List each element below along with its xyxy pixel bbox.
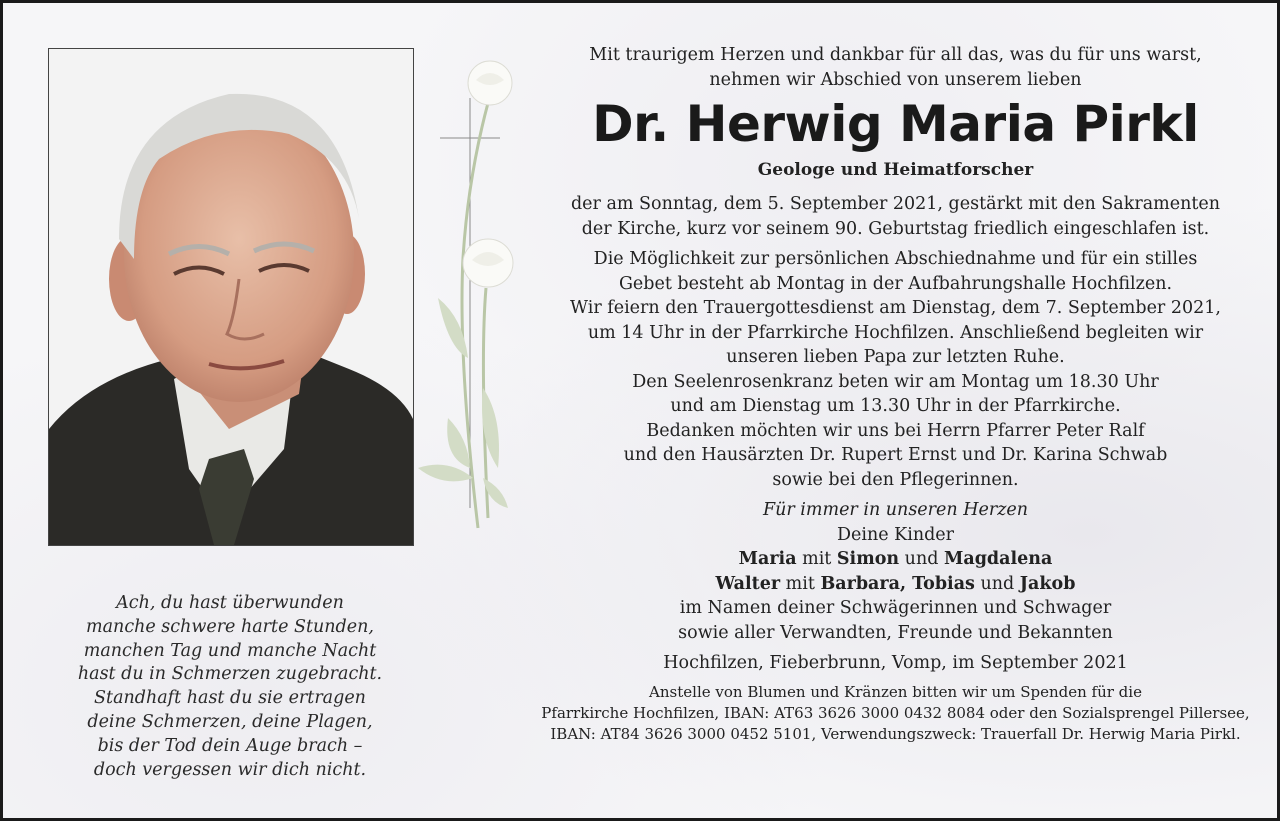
intro-line: Mit traurigem Herzen und dankbar für all das, was du für uns warst, — [589, 45, 1202, 65]
poem-line: bis der Tod dein Auge brach – — [97, 735, 363, 756]
relatives-line: sowie aller Verwandten, Freunde und Bekannten — [678, 622, 1113, 643]
portrait-photo — [48, 48, 414, 546]
poem-line: manchen Tag und manche Nacht — [83, 640, 377, 661]
poem-line: deine Schmerzen, deine Plagen, — [87, 711, 373, 732]
death-notice-line: der am Sonntag, dem 5. September 2021, gestärkt mit den Sakramenten — [570, 194, 1221, 214]
family-line-1 — [523, 547, 1268, 572]
family-connector: mit — [796, 549, 837, 569]
service-line: um 14 Uhr in der Pfarrkirche Hochfilzen. Anschließend begleiten wir — [587, 322, 1204, 343]
donation-line: Anstelle von Blumen und Kränzen bitten wir um Spenden für die — [649, 682, 1142, 701]
farewell-line: Die Möglichkeit zur persönlichen Abschiednahme und für ein stilles — [593, 249, 1198, 269]
rosary-line: und am Dienstag um 13.30 Uhr in der Pfarrkirche. — [670, 396, 1121, 416]
thanks-line: Bedanken möchten wir uns bei Herrn Pfarrer Peter Ralf — [646, 420, 1145, 441]
service-line: Wir feiern den Trauergottesdienst am Dienstag, dem 7. September 2021, — [570, 298, 1221, 318]
family-connector: und — [899, 549, 944, 569]
thanks-line: sowie bei den Pflegerinnen. — [772, 469, 1019, 490]
service-line: unseren lieben Papa zur letzten Ruhe. — [726, 347, 1065, 367]
family-name: Barbara, Tobias — [820, 573, 975, 594]
poem-line: Ach, du hast überwunden — [116, 593, 344, 613]
thanks-line: und den Hausärzten Dr. Rupert Ernst und Dr. Karina Schwab — [623, 445, 1168, 465]
family-line-2 — [523, 572, 1268, 597]
family-name: Jakob — [1019, 573, 1076, 594]
poem-line: Standhaft hast du sie ertragen — [94, 688, 366, 709]
family-name: Maria — [738, 549, 797, 569]
family-connector: mit — [780, 573, 821, 594]
family-name: Simon — [836, 549, 900, 569]
place-date: Hochfilzen, Fieberbrunn, Vomp, im September 2021 — [663, 653, 1128, 673]
donation-line: IBAN: AT84 3626 3000 0452 5101, Verwendungszweck: Trauerfall Dr. Herwig Maria Pirkl. — [550, 724, 1241, 743]
children-label: Deine Kinder — [836, 524, 955, 545]
family-name: Walter — [715, 573, 781, 594]
relatives-line: im Namen deiner Schwägerinnen und Schwager — [679, 598, 1112, 618]
poem-line: manche schwere harte Stunden, — [86, 616, 374, 637]
farewell-line: Gebet besteht ab Montag in der Aufbahrungshalle Hochfilzen. — [618, 273, 1173, 294]
motto: Für immer in unseren Herzen — [762, 500, 1029, 520]
poem — [48, 592, 412, 782]
deceased-name: Dr. Herwig Maria Pirkl — [592, 95, 1199, 153]
deceased-role: Geologe und Heimatforscher — [757, 160, 1034, 180]
donation-line: Pfarrkirche Hochfilzen, IBAN: AT63 3626 3000 0432 8084 oder den Sozialsprengel Pillersee, — [541, 703, 1250, 722]
intro-line: nehmen wir Abschied von unserem lieben — [709, 69, 1082, 90]
family-name: Magdalena — [943, 549, 1053, 569]
announcement — [523, 43, 1268, 745]
poem-line: doch vergessen wir dich nicht. — [93, 759, 367, 780]
family-connector: und — [974, 573, 1020, 594]
rosary-line: Den Seelenrosenkranz beten wir am Montag um 18.30 Uhr — [632, 371, 1159, 392]
death-notice-line: der Kirche, kurz vor seinem 90. Geburtstag friedlich eingeschlafen ist. — [581, 218, 1210, 239]
rose-cross-decoration — [408, 58, 538, 538]
poem-line: hast du in Schmerzen zugebracht. — [77, 664, 383, 685]
